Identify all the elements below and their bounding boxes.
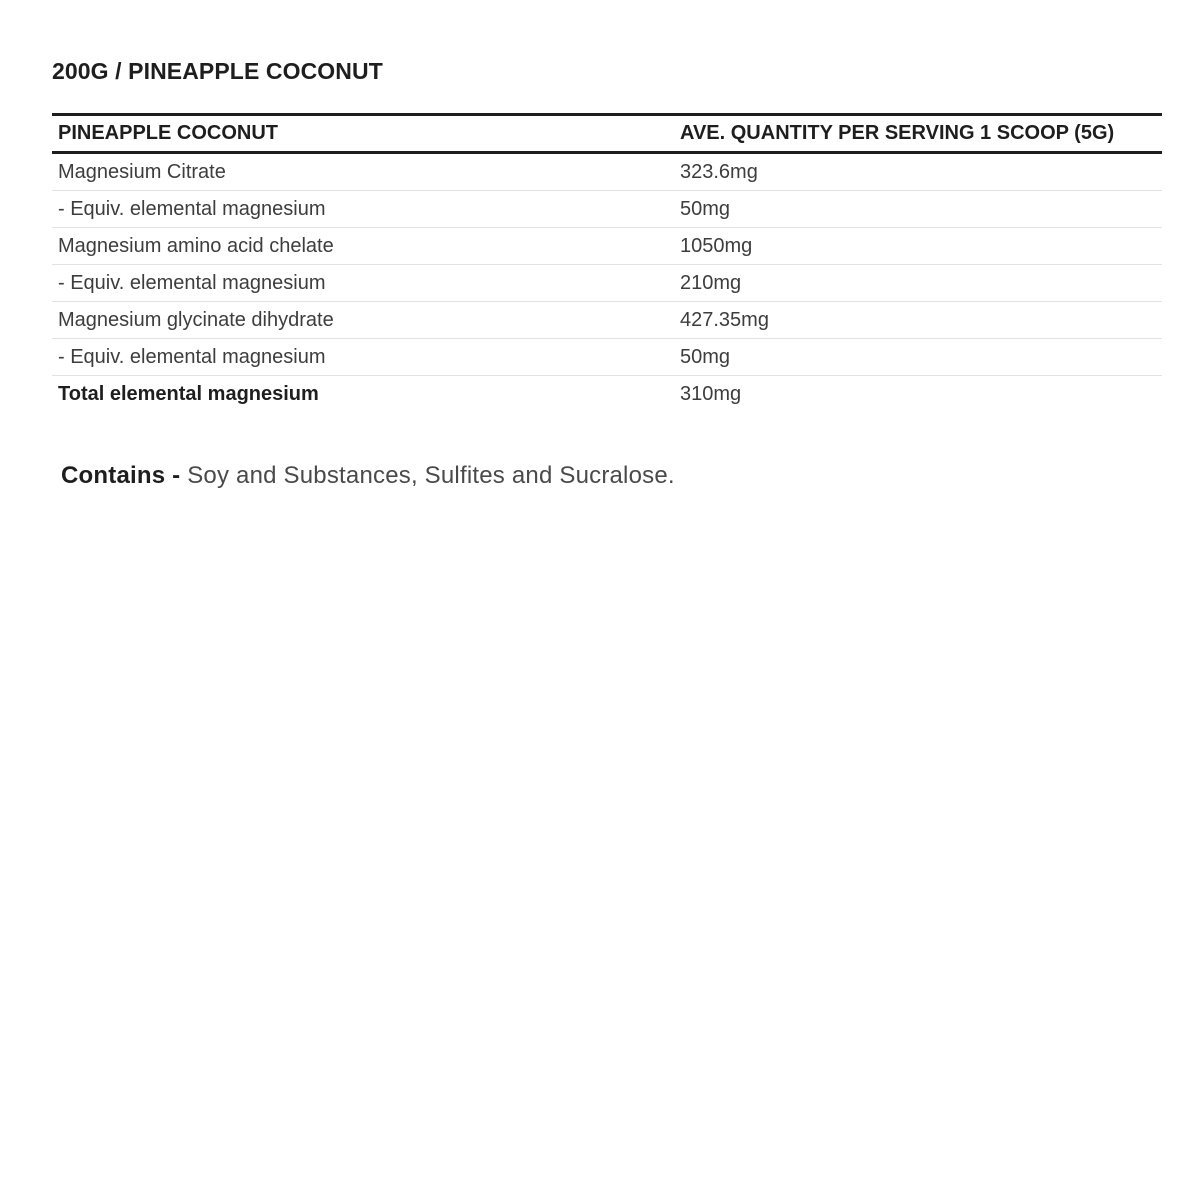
table-row: [52, 191, 1162, 228]
table-row: [52, 302, 1162, 339]
ingredient-name: - Equiv. elemental magnesium: [58, 197, 326, 220]
table-row: [52, 339, 1162, 376]
table-header-row: [52, 115, 1162, 153]
table-row: [52, 153, 1162, 191]
allergen-text: Soy and Substances, Sulfites and Sucralose.: [180, 462, 675, 489]
column-header-quantity: AVE. QUANTITY PER SERVING 1 SCOOP (5G): [680, 122, 1115, 144]
product-title: 200G / PINEAPPLE COCONUT: [52, 58, 383, 84]
ingredient-name: - Equiv. elemental magnesium: [58, 345, 326, 368]
ingredient-quantity: 427.35mg: [680, 308, 769, 331]
ingredient-quantity: 1050mg: [680, 234, 753, 257]
ingredient-quantity: 210mg: [680, 271, 742, 294]
ingredient-name: Magnesium amino acid chelate: [58, 234, 334, 257]
ingredient-quantity: 50mg: [680, 197, 731, 220]
ingredient-name: Magnesium glycinate dihydrate: [58, 308, 334, 331]
table-row: [52, 228, 1162, 265]
total-row: [52, 376, 1162, 413]
nutrition-table: [52, 113, 1162, 412]
table-row: [52, 265, 1162, 302]
column-header-ingredient: PINEAPPLE COCONUT: [58, 122, 279, 144]
allergen-label: Contains -: [61, 462, 181, 489]
total-label: Total elemental magnesium: [58, 382, 319, 405]
ingredient-quantity: 323.6mg: [680, 160, 758, 183]
total-quantity: 310mg: [680, 382, 742, 405]
ingredient-name: Magnesium Citrate: [58, 160, 226, 183]
ingredient-quantity: 50mg: [680, 345, 731, 368]
allergen-statement: [61, 462, 675, 490]
ingredient-name: - Equiv. elemental magnesium: [58, 271, 326, 294]
